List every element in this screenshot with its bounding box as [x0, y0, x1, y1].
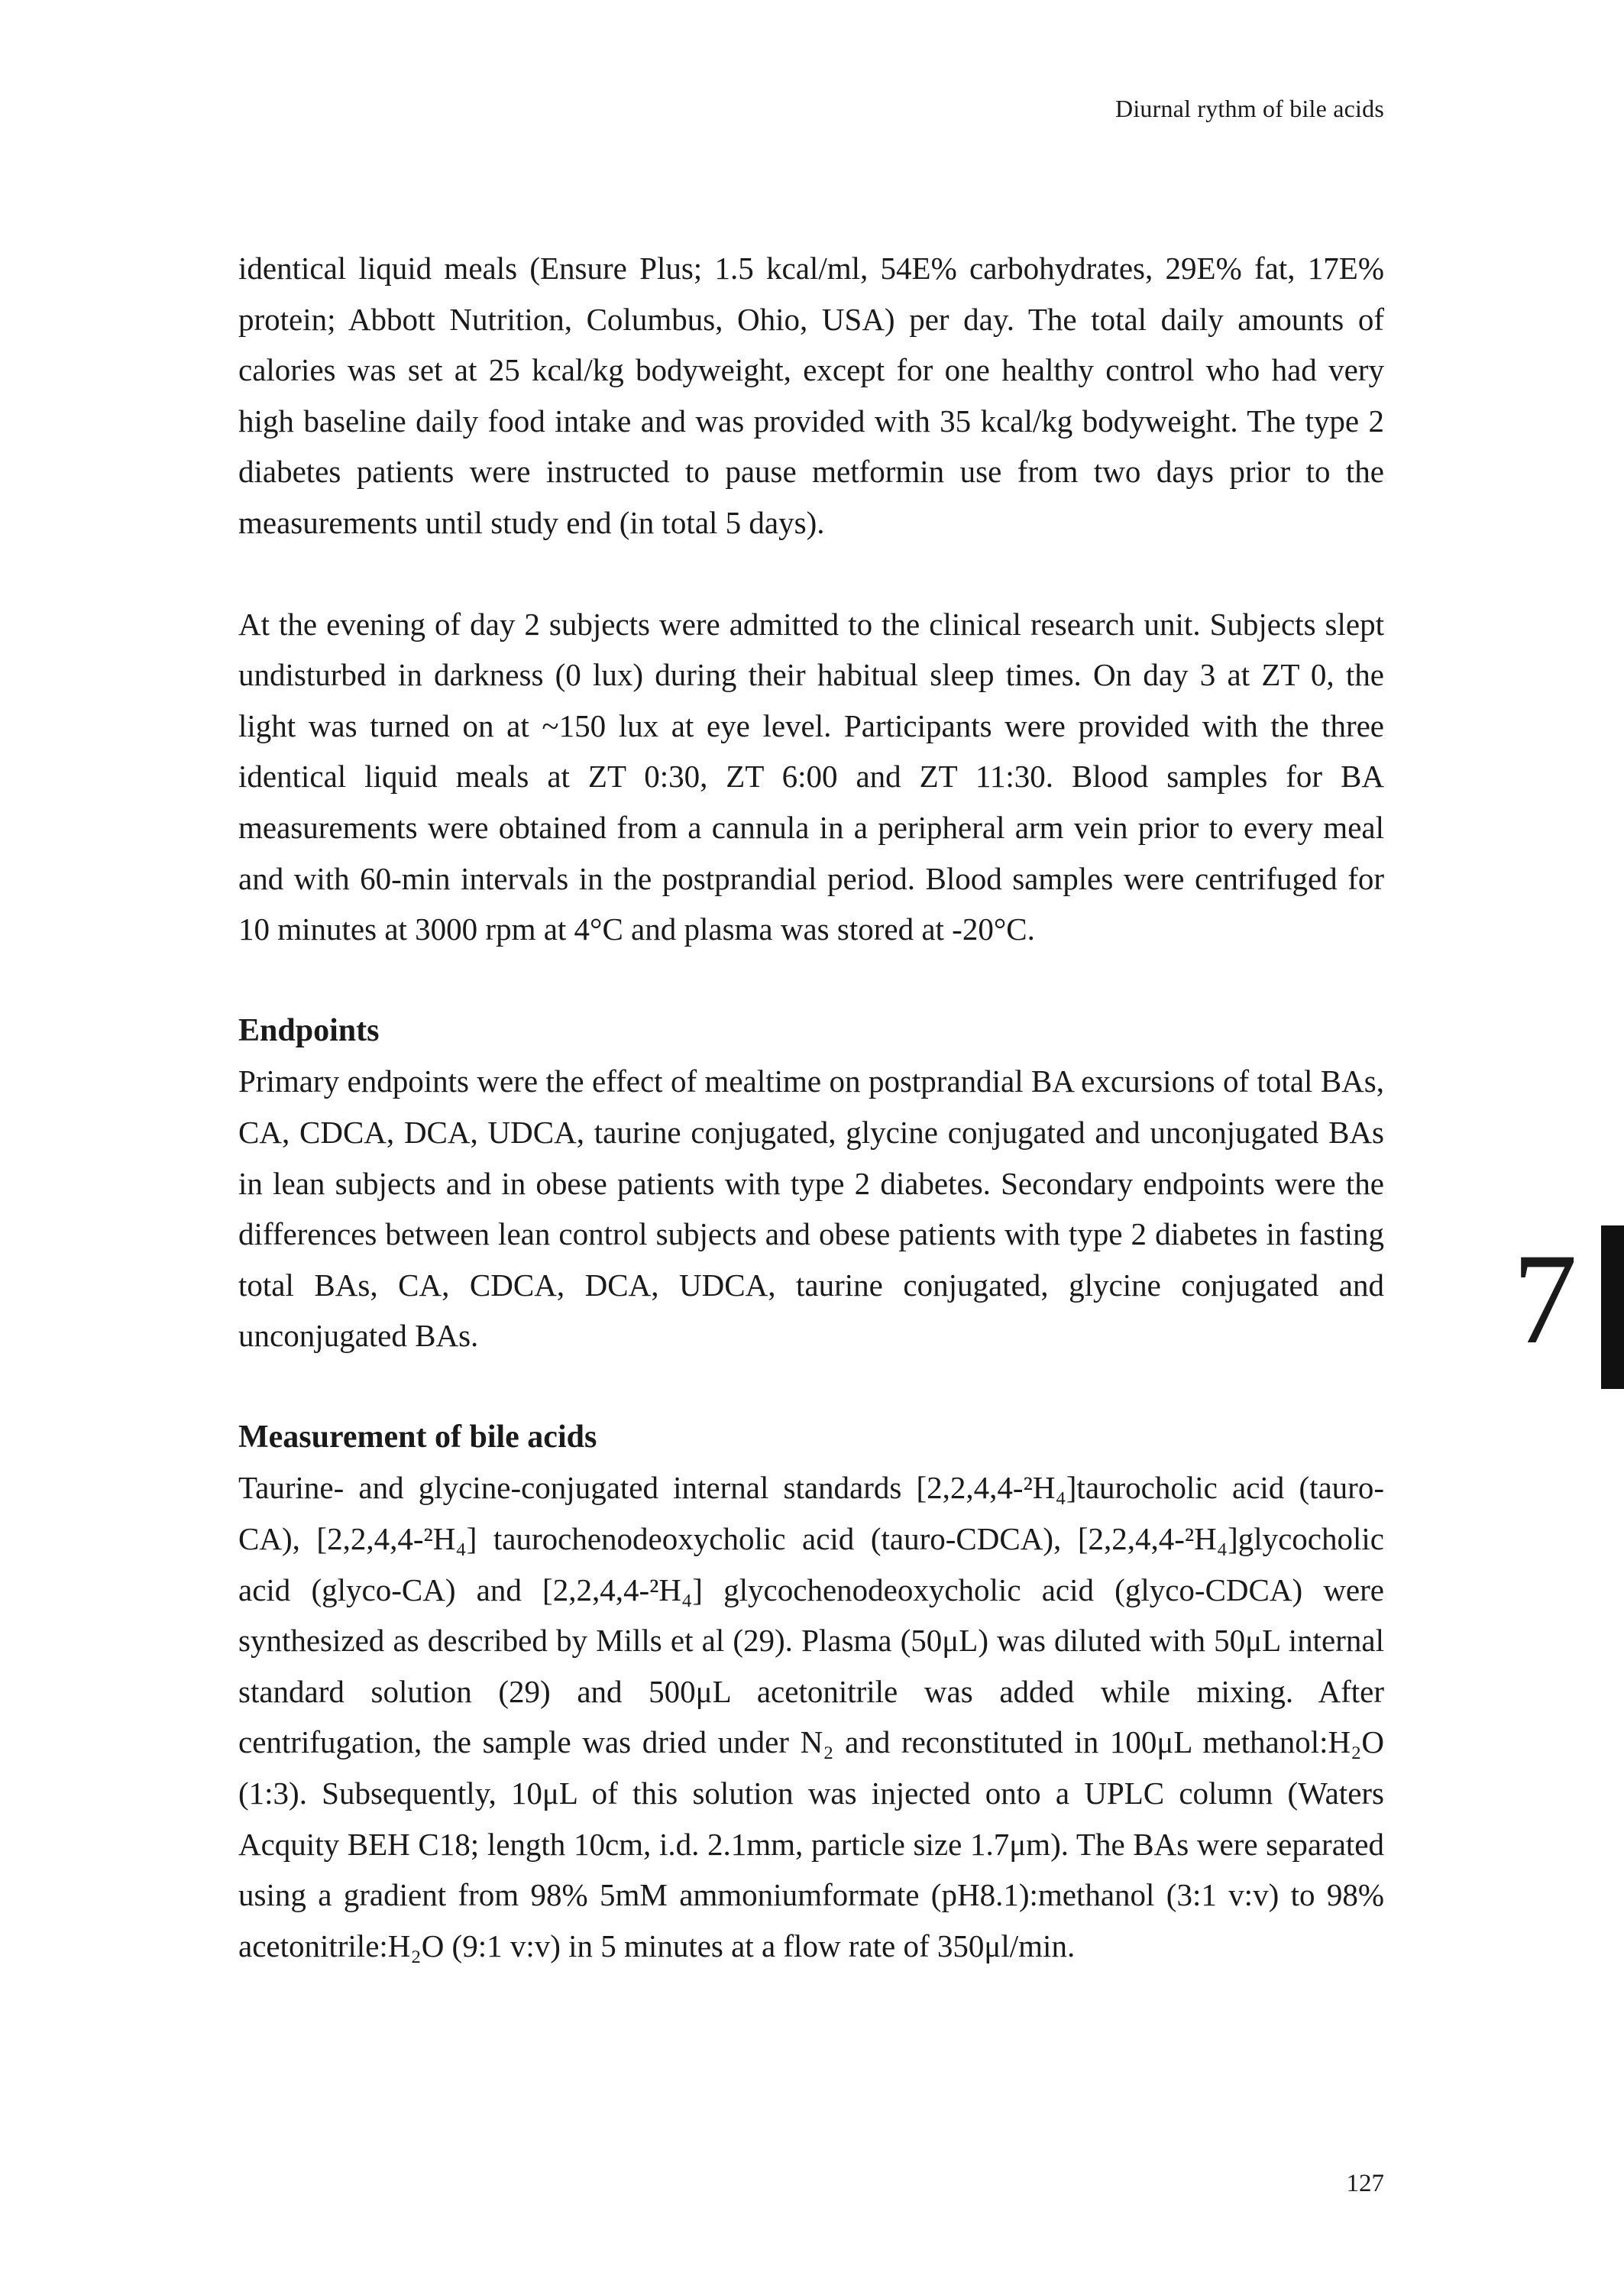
paragraph-measurement: Taurine- and glycine-conjugated internal standards [2,2,4,4-²H₄]taurocholic acid (tauro-CA), [2,2,4,4-²H₄] taurochenodeoxycholic acid (tauro-CDCA), [2,2,4,4-²H₄]glycocholic acid (glyco-CA) and [2,2,4,4-²H₄] glycochenodeoxycholic acid (glyco-CDCA) were synthesized as described by Mills et al (29). Plasma (50μL) was diluted with 50μL internal standard solution (29) and 500μL acetonitrile was added while mixing. After centrifugation, the sample was dried under N₂ and reconstituted in 100μL methanol:H₂O (1:3). Subsequently, 10μL of this solution was injected onto a UPLC column (Waters Acquity BEH C18; length 10cm, i.d. 2.1mm, particle size 1.7μm). The BAs were separated using a gradient from 98% 5mM ammoniumformate (pH8.1):methanol (3:1 v:v) to 98% acetonitrile:H₂O (9:1 v:v) in 5 minutes at a flow rate of 350μl/min. [238, 1470, 1384, 1963]
section-heading-endpoints: Endpoints [238, 1012, 380, 1048]
section-heading-measurement: Measurement of bile acids [238, 1419, 597, 1455]
page-number: 127 [1346, 2170, 1384, 2197]
page-body [238, 243, 1384, 1971]
paragraph-endpoints: Primary endpoints were the effect of mealtime on postprandial BA excursions of total BAs, CA, CDCA, DCA, UDCA, taurine conjugated, glycine conjugated and unconjugated BAs in lean subjects and in obese patients with type 2 diabetes. Secondary endpoints were the differences between lean control subjects and obese patients with type 2 diabetes in fasting total BAs, CA, CDCA, DCA, UDCA, taurine conjugated, glycine conjugated and unconjugated BAs. [238, 1063, 1384, 1354]
paragraph-protocol: At the evening of day 2 subjects were admitted to the clinical research unit. Subjects slept undisturbed in darkness (0 lux) during their habitual sleep times. On day 3 at ZT 0, the light was turned on at ~150 lux at eye level. Participants were provided with the three identical liquid meals at ZT 0:30, ZT 6:00 and ZT 11:30. Blood samples for BA measurements were obtained from a cannula in a peripheral arm vein prior to every meal and with 60-min intervals in the postprandial period. Blood samples were centrifuged for 10 minutes at 3000 rpm at 4°C and plasma was stored at -20°C. [238, 606, 1384, 947]
chapter-tab-marker [1601, 1225, 1624, 1389]
paragraph-meals: identical liquid meals (Ensure Plus; 1.5 kcal/ml, 54E% carbohydrates, 29E% fat, 17E% protein; Abbott Nutrition, Columbus, Ohio, USA) per day. The total daily amounts of calories was set at 25 kcal/kg bodyweight, except for one healthy control who had very high baseline daily food intake and was provided with 35 kcal/kg bodyweight. The type 2 diabetes patients were instructed to pause metformin use from two days prior to the measurements until study end (in total 5 days). [238, 251, 1384, 540]
chapter-number: 7 [1512, 1227, 1577, 1371]
running-header: Diurnal rythm of bile acids [1115, 95, 1384, 122]
